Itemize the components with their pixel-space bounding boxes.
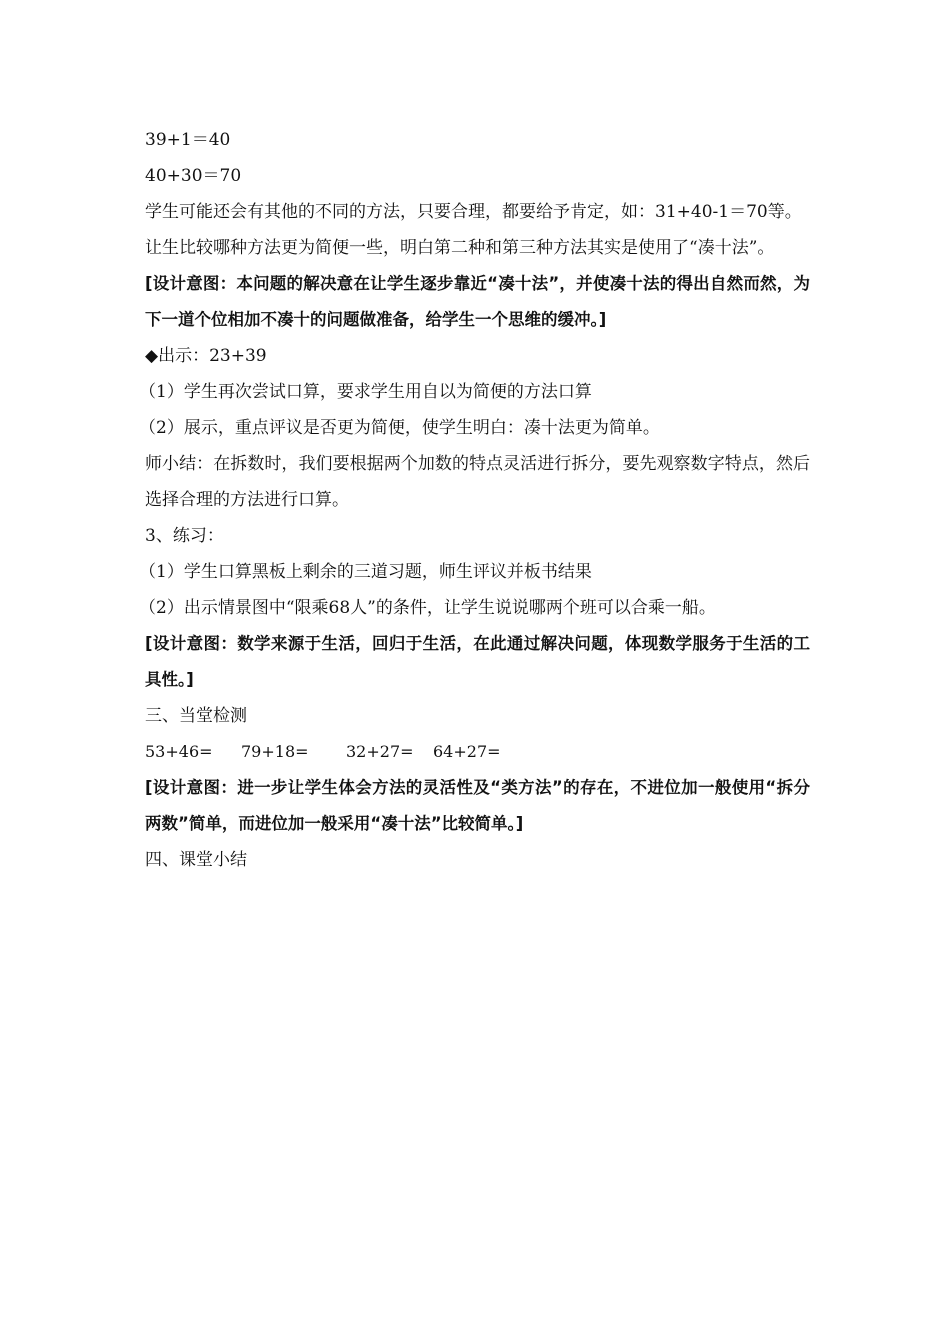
check-problems-row: [145, 734, 810, 770]
practice-item-2: （2）出示情景图中“限乘68人”的条件，让学生说说哪两个班可以合乘一船。: [139, 598, 716, 618]
show-problem-line: ◆出示：23+39: [145, 346, 267, 366]
practice-item-1: （1）学生口算黑板上剩余的三道习题，师生评议并板书结果: [139, 562, 592, 582]
equation-40-plus-30: 40+30＝70: [145, 166, 242, 186]
check-problem-2: 79+18=: [241, 742, 309, 761]
section-heading-3: 三、当堂检测: [145, 706, 247, 726]
document-page: [139, 122, 810, 878]
practice-heading: 3、练习：: [145, 526, 224, 546]
teacher-summary-paragraph: 师小结：在拆数时，我们要根据两个加数的特点灵活进行拆分，要先观察数字特点，然后选择合理的方法进行口算。: [145, 454, 810, 510]
step-2-line: （2）展示，重点评议是否更为简便，使学生明白：凑十法更为简单。: [139, 418, 660, 438]
step-1-line: （1）学生再次尝试口算，要求学生用自以为简便的方法口算: [139, 382, 592, 402]
check-problem-1: 53+46=: [145, 742, 213, 761]
check-problem-3: 32+27=: [346, 742, 414, 761]
design-intent-1: [设计意图：本问题的解决意在让学生逐步靠近“凑十法”，并使凑十法的得出自然而然，为下一道个位相加不凑十的问题做准备，给学生一个思维的缓冲。]: [145, 274, 810, 329]
design-intent-2: [设计意图：数学来源于生活，回归于生活，在此通过解决问题，体现数学服务于生活的工具性。]: [145, 634, 810, 689]
compare-methods-paragraph: 让生比较哪种方法更为简便一些，明白第二种和第三种方法其实是使用了“凑十法”。: [145, 238, 775, 258]
check-problem-4: 64+27=: [433, 742, 501, 761]
section-heading-4: 四、课堂小结: [145, 850, 247, 870]
alternative-methods-paragraph: 学生可能还会有其他的不同的方法，只要合理，都要给予肯定，如：31+40-1＝70等。: [145, 202, 802, 222]
design-intent-3: [设计意图：进一步让学生体会方法的灵活性及“类方法”的存在，不进位加一般使用“拆分两数”简单，而进位加一般采用“凑十法”比较简单。]: [145, 778, 810, 833]
equation-39-plus-1: 39+1＝40: [145, 130, 231, 150]
